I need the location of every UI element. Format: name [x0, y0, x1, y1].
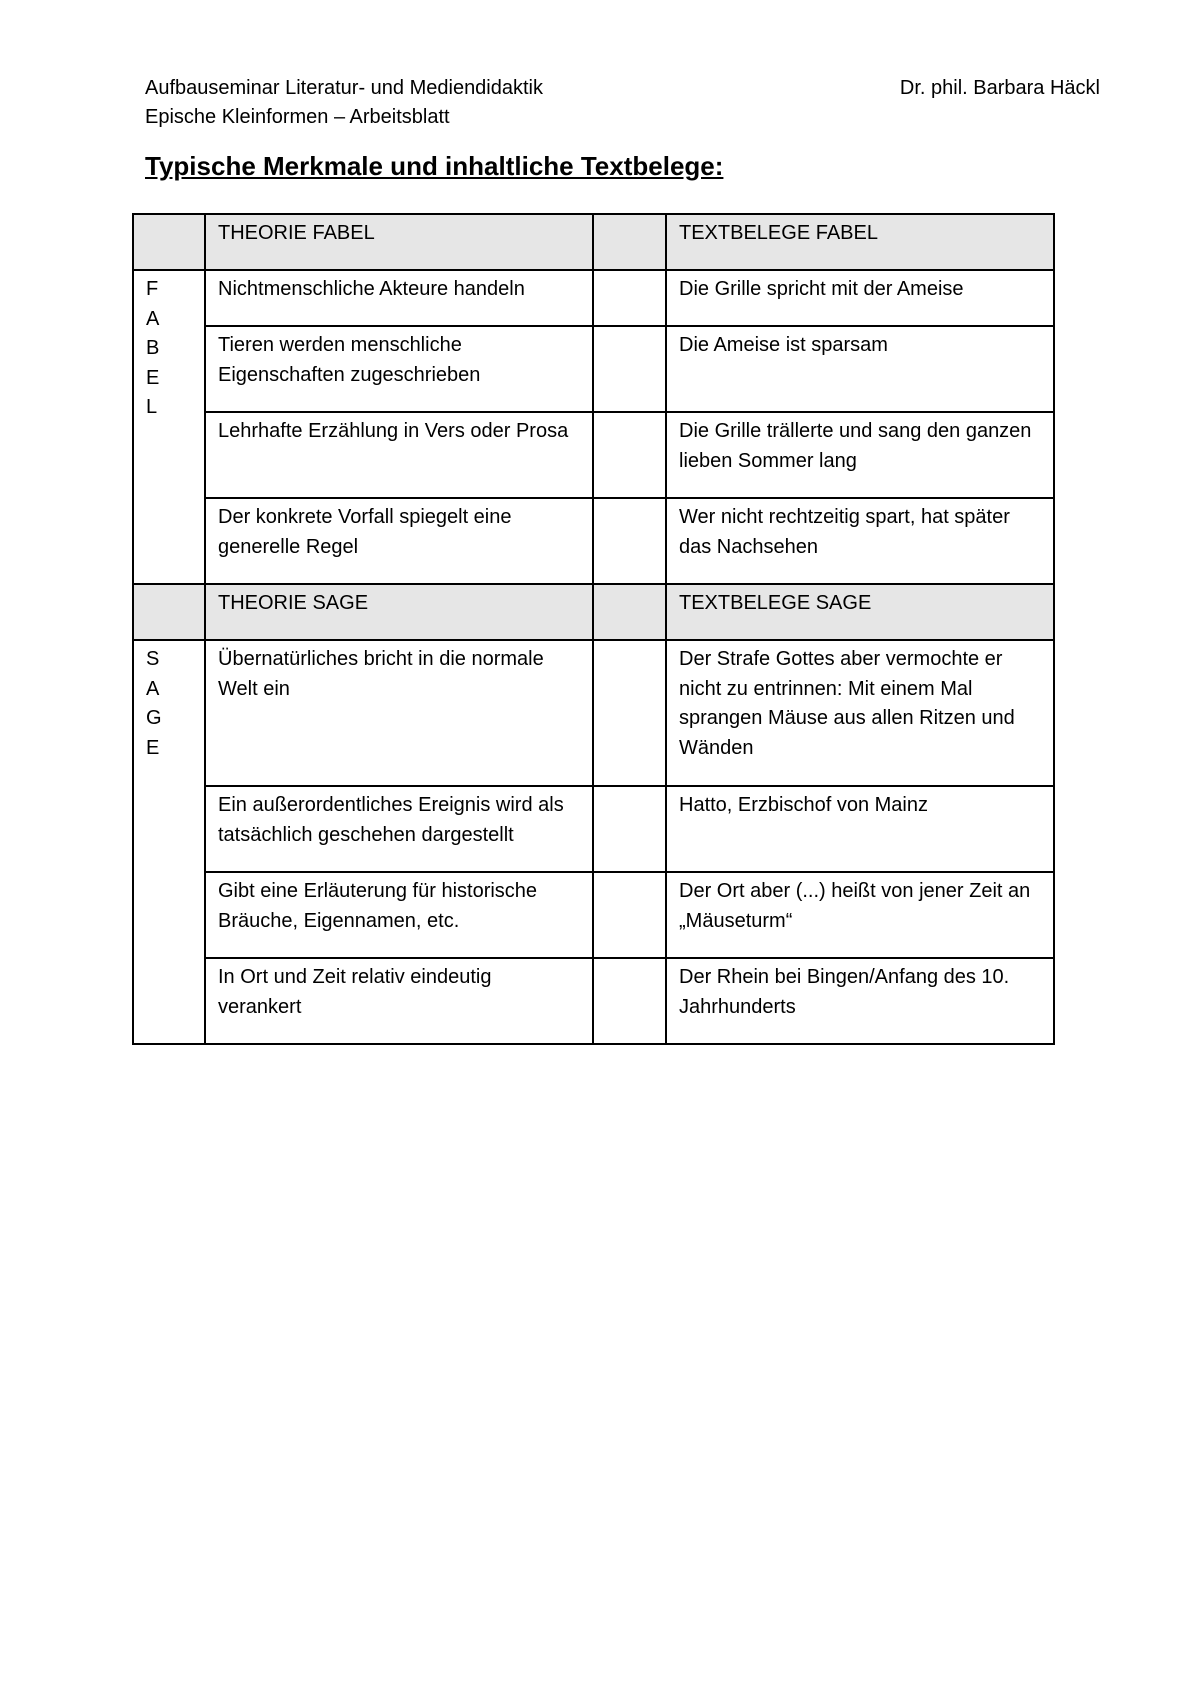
page-title: Typische Merkmale und inhaltliche Textbelege:	[145, 151, 724, 181]
sage-header-row	[133, 584, 1054, 640]
gap-cell	[593, 326, 666, 412]
course-title: Aufbauseminar Literatur- und Mediendidaktik	[145, 77, 543, 99]
header-side-cell	[133, 584, 205, 640]
worksheet-subtitle: Epische Kleinformen – Arbeitsblatt	[145, 106, 450, 128]
evidence-cell: Die Grille trällerte und sang den ganzen lieben Sommer lang	[666, 412, 1054, 498]
gap-cell	[593, 498, 666, 584]
theory-cell: Der konkrete Vorfall spiegelt eine generelle Regel	[205, 498, 593, 584]
table-row	[133, 412, 1054, 498]
theory-cell: Gibt eine Erläuterung für historische Bräuche, Eigennamen, etc.	[205, 872, 593, 958]
side-letter: L	[146, 396, 158, 418]
header-side-cell	[133, 214, 205, 270]
table-row	[133, 786, 1054, 872]
table-row	[133, 958, 1054, 1044]
gap-cell	[593, 640, 666, 786]
side-letter: E	[146, 366, 160, 389]
gap-cell	[593, 872, 666, 958]
header-gap-cell	[593, 214, 666, 270]
fabel-theory-header: THEORIE FABEL	[205, 214, 593, 270]
evidence-cell: Der Rhein bei Bingen/Anfang des 10. Jahrhunderts	[666, 958, 1054, 1044]
table-row	[133, 498, 1054, 584]
side-letter: E	[146, 736, 160, 759]
fabel-header-row	[133, 214, 1054, 270]
side-letter: S	[146, 648, 160, 670]
sage-side-label	[133, 640, 205, 1044]
table-row	[133, 640, 1054, 786]
table-row	[133, 270, 1054, 326]
theory-cell: Übernatürliches bricht in die normale Welt ein	[205, 640, 593, 786]
evidence-cell: Die Ameise ist sparsam	[666, 326, 1054, 412]
evidence-cell: Die Grille spricht mit der Ameise	[666, 270, 1054, 326]
table-row	[133, 326, 1054, 412]
theory-cell: Lehrhafte Erzählung in Vers oder Prosa	[205, 412, 593, 498]
gap-cell	[593, 270, 666, 326]
header-gap-cell	[593, 584, 666, 640]
fabel-side-label	[133, 270, 205, 584]
worksheet-table	[132, 213, 1055, 1045]
theory-cell: Nichtmenschliche Akteure handeln	[205, 270, 593, 326]
side-letter: F	[146, 278, 159, 300]
gap-cell	[593, 786, 666, 872]
side-letter: A	[146, 677, 160, 700]
side-letter: B	[146, 337, 160, 359]
gap-cell	[593, 412, 666, 498]
theory-cell: Ein außerordentliches Ereignis wird als tatsächlich geschehen dargestellt	[205, 786, 593, 872]
evidence-cell: Wer nicht rechtzeitig spart, hat später das Nachsehen	[666, 498, 1054, 584]
evidence-cell: Hatto, Erzbischof von Mainz	[666, 786, 1054, 872]
evidence-cell: Der Ort aber (...) heißt von jener Zeit an „Mäuseturm“	[666, 872, 1054, 958]
theory-cell: In Ort und Zeit relativ eindeutig verankert	[205, 958, 593, 1044]
author-name: Dr. phil. Barbara Häckl	[899, 77, 1100, 99]
evidence-cell: Der Strafe Gottes aber vermochte er nicht zu entrinnen: Mit einem Mal sprangen Mäuse aus allen Ritzen und Wänden	[666, 640, 1054, 786]
fabel-evidence-header: TEXTBELEGE FABEL	[666, 214, 1054, 270]
gap-cell	[593, 958, 666, 1044]
table-row	[133, 872, 1054, 958]
side-letter: A	[146, 307, 160, 330]
sage-theory-header: THEORIE SAGE	[205, 584, 593, 640]
sage-evidence-header: TEXTBELEGE SAGE	[666, 584, 1054, 640]
document-header	[145, 74, 543, 132]
side-letter: G	[146, 707, 162, 729]
theory-cell: Tieren werden menschliche Eigenschaften zugeschrieben	[205, 326, 593, 412]
